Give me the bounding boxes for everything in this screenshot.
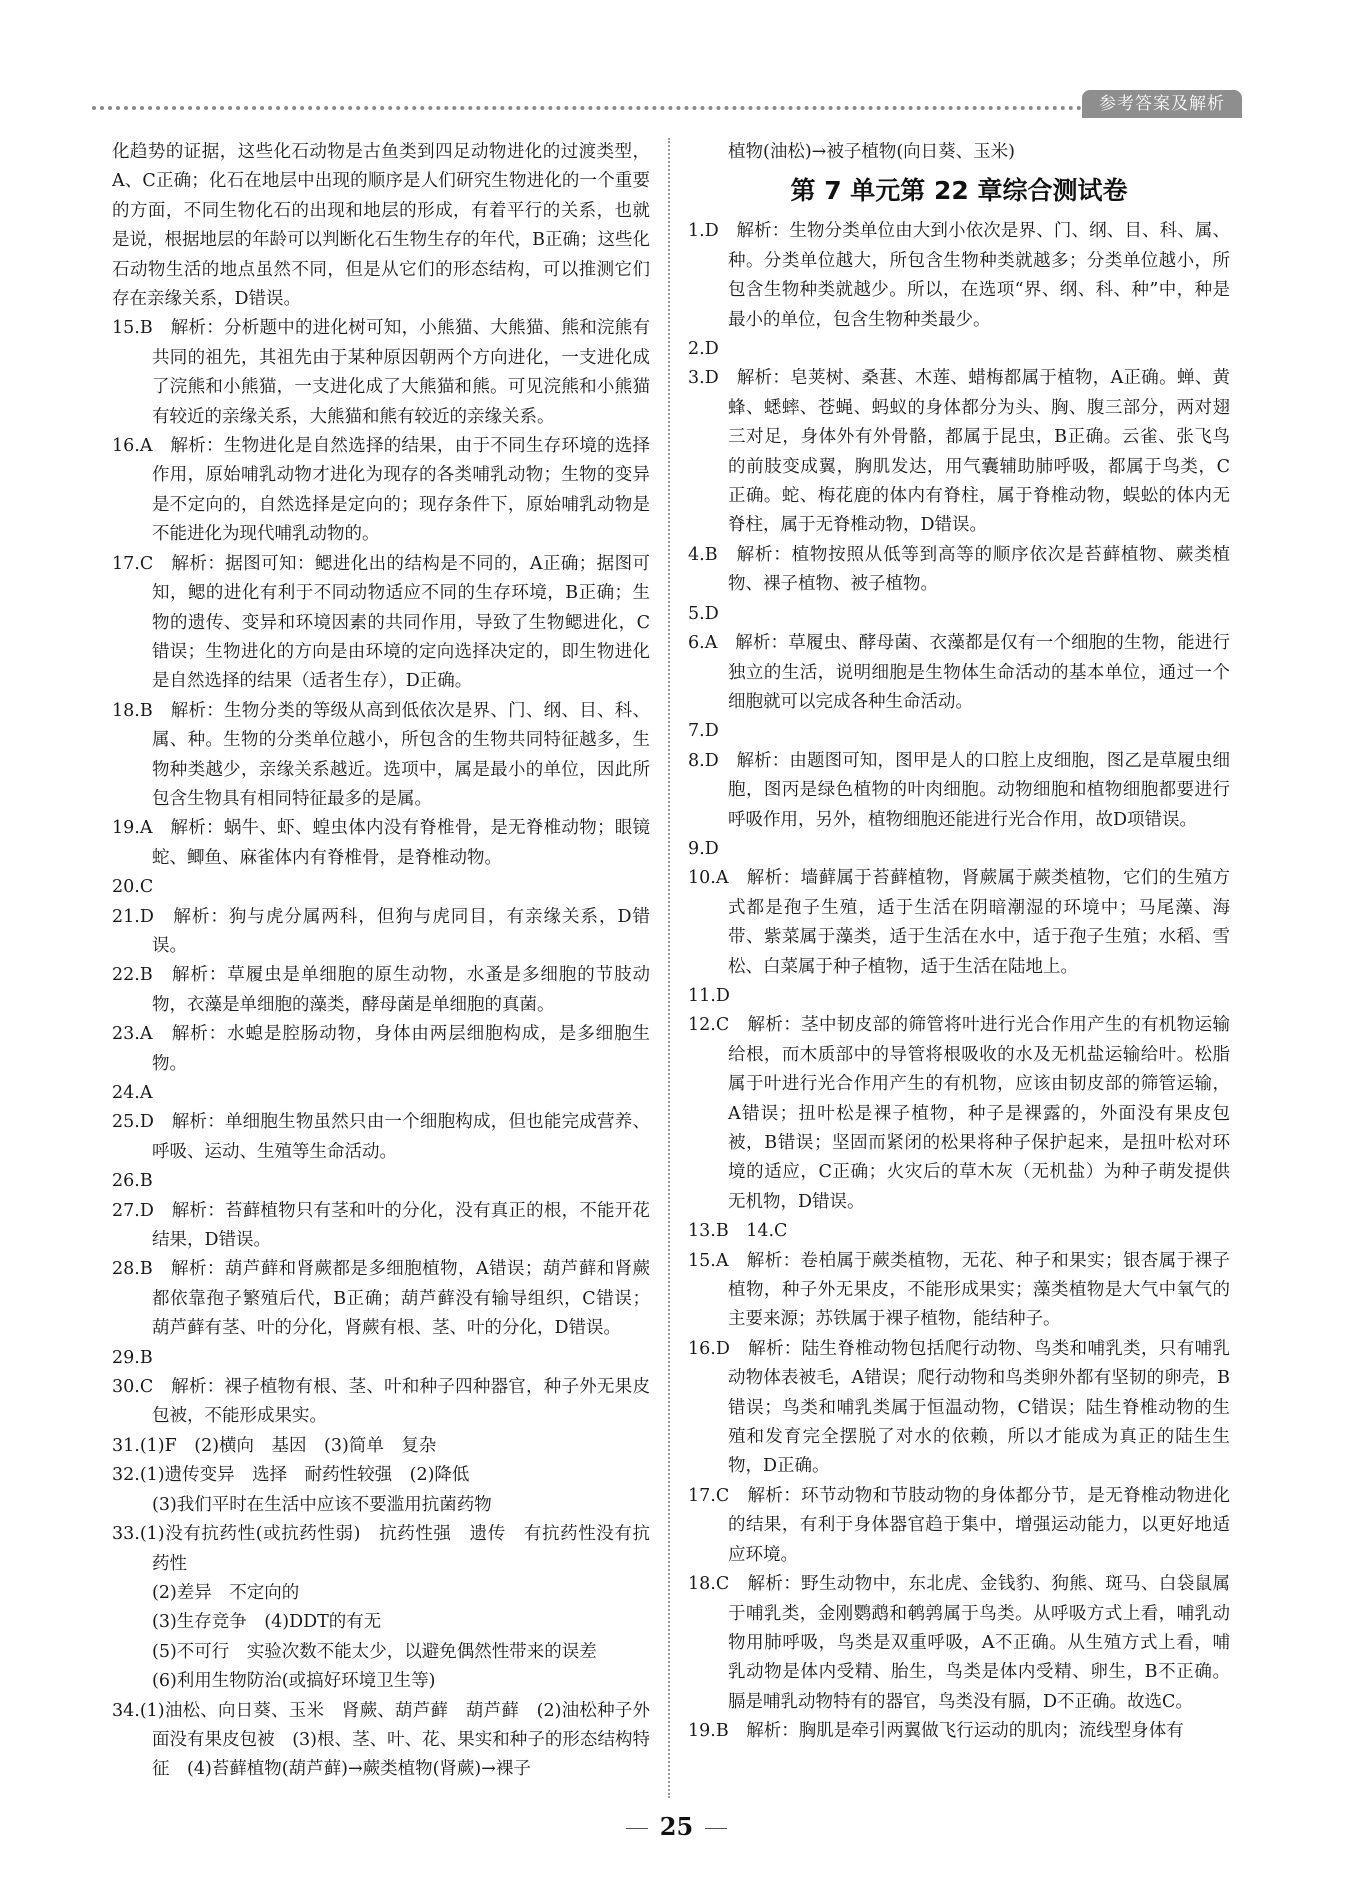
answer-item: 9.D xyxy=(688,838,719,859)
answer-item: 15.A 解析：卷柏属于蕨类植物，无花、种子和果实；银杏属于裸子植物，种子外无果皮，不能形成果实；藻类植物是大气中氧气的主要来源；苏铁属于裸子植物，能结种子。 xyxy=(688,1250,1230,1330)
answer-item: 22.B 解析：草履虫是单细胞的原生动物，水蚤是多细胞的节肢动物，衣藻是单细胞的藻类，酵母菌是单细胞的真菌。 xyxy=(112,965,650,1015)
answer-item: 31.(1)F (2)横向 基因 (3)简单 复杂 xyxy=(112,1435,437,1456)
answer-item: 32.(1)遗传变异 选择 耐药性较强 (2)降低 xyxy=(112,1465,470,1486)
answer-item: 18.C 解析：野生动物中，东北虎、金钱豹、狗熊、斑马、白袋鼠属于哺乳类，金刚鹦鹉和鹌鹑属于鸟类。从呼吸方式上看，哺乳动物用肺呼吸，鸟类是双重呼吸，A不正确。从生殖方式上看，哺乳动物是体内受精、胎生，鸟类是体内受精、卵生，B不正确。膈是哺乳动物特有的器官，鸟类没有膈，D不正确。故选C。 xyxy=(688,1574,1230,1712)
answer-item: 33.(1)没有抗药性(或抗药性弱) 抗药性强 遗传 有抗药性没有抗药性 xyxy=(112,1524,650,1574)
answer-item: 16.A 解析：生物进化是自然选择的结果，由于不同生存环境的选择作用，原始哺乳动物才进化为现存的各类哺乳动物；生物的变异是不定向的，自然选择是定向的；现存条件下，原始哺乳动物是不能进化为现代哺乳动物的。 xyxy=(112,436,650,545)
header-tab: 参考答案及解析 xyxy=(1082,90,1242,118)
answer-item: 8.D 解析：由题图可知，图甲是人的口腔上皮细胞，图乙是草履虫细胞，图丙是绿色植物的叶肉细胞。动物细胞和植物细胞都要进行呼吸作用，另外，植物细胞还能进行光合作用，故D项错误。 xyxy=(688,750,1230,830)
answer-item: 29.B xyxy=(112,1347,153,1368)
answer-item: 20.C xyxy=(112,877,154,898)
answer-item: 18.B 解析：生物分类的等级从高到低依次是界、门、纲、目、科、属、种。生物的分类单位越小，所包含的生物共同特征越多，生物种类越少，亲缘关系越近。选项中，属是最小的单位，因此所包含生物具有相同特征最多的是属。 xyxy=(112,700,650,809)
right-column xyxy=(688,138,1230,1798)
answer-item: 1.D 解析：生物分类单位由大到小依次是界、门、纲、目、科、属、种。分类单位越大，所包含生物种类就越多；分类单位越小，所包含生物种类就越少。所以，在选项“界、纲、科、种”中，种是最小的单位，包含生物种类最少。 xyxy=(688,221,1230,330)
header-rule xyxy=(92,106,1082,110)
answer-item: 7.D xyxy=(688,721,719,742)
answer-subitem: (3)生存竞争 (4)DDT的有无 xyxy=(152,1612,382,1633)
answer-paragraph: 化趋势的证据，这些化石动物是古鱼类到四足动物进化的过渡类型，A、C正确；化石在地层中出现的顺序是人们研究生物进化的一个重要的方面，不同生物化石的出现和地层的形成，有着平行的关系，也就是说，根据地层的年龄可以判断化石生物生存的年代，B正确；这些化石动物生活的地点虽然不同，但是从它们的形态结构，可以推测它们存在亲缘关系，D错误。 xyxy=(112,142,650,310)
answer-item: 16.D 解析：陆生脊椎动物包括爬行动物、鸟类和哺乳类，只有哺乳动物体表被毛，A错误；爬行动物和鸟类卵外都有坚韧的卵壳，B错误；鸟类和哺乳类属于恒温动物，C错误；陆生脊椎动物的生殖和发育完全摆脱了对水的依赖，所以才能成为真正的陆生生物，D正确。 xyxy=(688,1338,1230,1477)
answer-item: 6.A 解析：草履虫、酵母菌、衣藻都是仅有一个细胞的生物，能进行独立的生活，说明细胞是生物体生命活动的基本单位，通过一个细胞就可以完成各种生命活动。 xyxy=(688,633,1230,712)
answer-item: 24.A xyxy=(112,1083,153,1103)
answer-item: 4.B 解析：植物按照从低等到高等的顺序依次是苔藓植物、蕨类植物、裸子植物、被子植物。 xyxy=(688,544,1230,595)
page-number: 25 xyxy=(0,1812,1353,1841)
answer-item: 3.D 解析：皂荚树、桑葚、木莲、蜡梅都属于植物，A正确。蝉、黄蜂、蟋蟀、苍蝇、蚂蚁的身体都分为头、胸、腹三部分，两对翅三对足，身体外有外骨骼，都属于昆虫，B正确。云雀、张飞鸟的前肢变成翼，胸肌发达，用气囊辅助肺呼吸，都属于鸟类，C正确。蛇、梅花鹿的体内有脊柱，属于脊椎动物，蜈蚣的体内无脊柱，属于无脊椎动物，D错误。 xyxy=(688,368,1230,536)
answer-item: 2.D xyxy=(688,339,719,360)
answer-item: 10.A 解析：墙藓属于苔藓植物，肾蕨属于蕨类植物，它们的生殖方式都是孢子生殖，适于生活在阴暗潮湿的环境中；马尾藻、海带、紫菜属于藻类，适于生活在水中，适于孢子生殖；水稻、雪松、白菜属于种子植物，适于生活在陆地上。 xyxy=(688,868,1230,977)
answer-subitem: (5)不可行 实验次数不能太少，以避免偶然性带来的误差 xyxy=(152,1641,597,1662)
answer-subitem: (6)利用生物防治(或搞好环境卫生等) xyxy=(152,1671,436,1692)
answer-item: 34.(1)油松、向日葵、玉米 肾蕨、葫芦藓 葫芦藓 (2)油松种子外面没有果皮包被 (3)根、茎、叶、花、果实和种子的形态结构特征 (4)苔藓植物(葫芦藓)→蕨类植物(肾蕨)→裸子 xyxy=(112,1700,650,1780)
answer-item: 28.B 解析：葫芦藓和肾蕨都是多细胞植物，A错误；葫芦藓和肾蕨都依靠孢子繁殖后代，B正确；葫芦藓没有输导组织，C错误；葫芦藓有茎、叶的分化，肾蕨有根、茎、叶的分化，D错误。 xyxy=(112,1259,650,1339)
answer-subitem: (2)差异 不定向的 xyxy=(152,1582,300,1603)
answer-item: 12.C 解析：茎中韧皮部的筛管将叶进行光合作用产生的有机物运输给根，而木质部中的导管将根吸收的水及无机盐运输给叶。松脂属于叶进行光合作用产生的有机物，应该由韧皮部的筛管运输，A错误；扭叶松是裸子植物，种子是裸露的，外面没有果皮包被，B错误；坚固而紧闭的松果将种子保护起来，是扭叶松对环境的适应，C正确；火灾后的草木灰（无机盐）为种子萌发提供无机物，D错误。 xyxy=(688,1015,1230,1212)
answer-item: 23.A 解析：水螅是腔肠动物，身体由两层细胞构成，是多细胞生物。 xyxy=(112,1024,650,1074)
section-title: 第 7 单元第 22 章综合测试卷 xyxy=(790,176,1128,206)
column-divider xyxy=(668,138,670,1798)
answer-item: 19.A 解析：蜗牛、虾、蝗虫体内没有脊椎骨，是无脊椎动物；眼镜蛇、鲫鱼、麻雀体内有脊椎骨，是脊椎动物。 xyxy=(112,818,650,868)
answer-item: 5.D xyxy=(688,603,719,624)
answer-item: 26.B xyxy=(112,1171,153,1192)
answer-continuation: 植物(油松)→被子植物(向日葵、玉米) xyxy=(728,142,1015,162)
left-column xyxy=(112,138,650,1798)
answer-item: 21.D 解析：狗与虎分属两科，但狗与虎同目，有亲缘关系，D错误。 xyxy=(112,906,650,956)
answer-item: 15.B 解析：分析题中的进化树可知，小熊猫、大熊猫、熊和浣熊有共同的祖先，其祖先由于某种原因朝两个方向进化，一支进化成了浣熊和小熊猫，一支进化成了大熊猫和熊。可见浣熊和小熊猫有较近的亲缘关系，大熊猫和熊有较近的亲缘关系。 xyxy=(112,318,650,427)
answer-item: 30.C 解析：裸子植物有根、茎、叶和种子四种器官，种子外无果皮包被，不能形成果实。 xyxy=(112,1377,650,1427)
answer-item: 11.D xyxy=(688,985,730,1006)
answer-item: 27.D 解析：苔藓植物只有茎和叶的分化，没有真正的根，不能开花结果，D错误。 xyxy=(112,1200,650,1251)
answer-subitem: (3)我们平时在生活中应该不要滥用抗菌药物 xyxy=(152,1494,492,1515)
answer-item: 17.C 解析：据图可知：鳃进化出的结构是不同的，A正确；据图可知，鳃的进化有利于不同动物适应不同的生存环境，B正确；生物的遗传、变异和环境因素的共同作用，导致了生物鳃进化，C错误；生物进化的方向是由环境的定向选择决定的，即生物进化是自然选择的结果（适者生存），D正确。 xyxy=(112,553,650,692)
answer-item: 17.C 解析：环节动物和节肢动物的身体都分节，是无脊椎动物进化的结果，有利于身体器官趋于集中，增强运动能力，以更好地适应环境。 xyxy=(688,1485,1230,1565)
answer-item: 25.D 解析：单细胞生物虽然只由一个细胞构成，但也能完成营养、呼吸、运动、生殖等生命活动。 xyxy=(112,1112,650,1162)
answer-item: 13.B 14.C xyxy=(688,1221,788,1242)
answer-item: 19.B 解析：胸肌是牵引两翼做飞行运动的肌肉；流线型身体有 xyxy=(688,1721,1184,1742)
